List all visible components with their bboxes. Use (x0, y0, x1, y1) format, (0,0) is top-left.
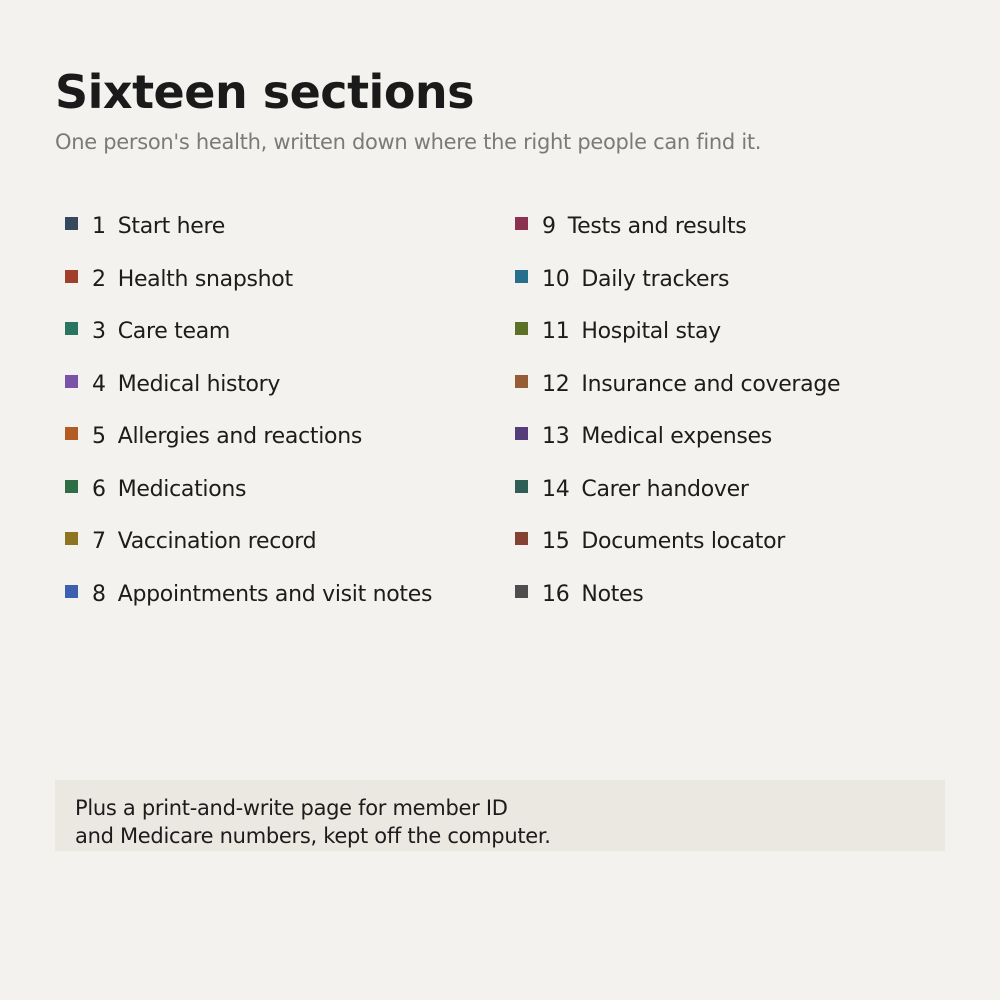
section-item (515, 365, 840, 418)
footer-note-line-2: and Medicare numbers, kept off the computer. (75, 824, 551, 848)
section-label: Start here (117, 214, 226, 239)
section-item (515, 522, 840, 575)
section-label: Medications (117, 476, 247, 502)
footer-note-line-1: Plus a print-and-write page for member ID (75, 796, 508, 820)
section-color-swatch (515, 427, 528, 440)
section-label: Carer handover (581, 476, 749, 502)
section-label: Allergies and reactions (117, 424, 362, 449)
footer-note (75, 794, 551, 850)
section-color-swatch (515, 585, 528, 598)
section-item (65, 417, 432, 470)
section-label: Insurance and coverage (581, 371, 841, 397)
section-color-swatch (515, 532, 528, 545)
section-number: 2 (92, 266, 106, 292)
section-number: 10 (542, 266, 570, 292)
section-color-swatch (515, 375, 528, 388)
page-title: Sixteen sections (55, 65, 475, 119)
section-number: 7 (92, 529, 106, 554)
section-number: 6 (92, 476, 106, 502)
section-label: Appointments and visit notes (117, 581, 433, 607)
section-number: 3 (92, 319, 106, 344)
section-label: Medical expenses (581, 424, 772, 449)
section-number: 5 (92, 424, 106, 449)
footer-note-box (55, 780, 945, 851)
section-item (515, 260, 840, 313)
section-label: Daily trackers (581, 266, 730, 292)
section-list-left (65, 207, 432, 627)
section-label: Care team (117, 319, 231, 344)
section-color-swatch (65, 427, 78, 440)
section-label: Hospital stay (581, 319, 721, 344)
section-color-swatch (515, 217, 528, 230)
section-item (515, 207, 840, 260)
section-number: 9 (542, 214, 556, 239)
section-color-swatch (65, 532, 78, 545)
section-item (515, 470, 840, 523)
section-color-swatch (65, 217, 78, 230)
section-item (515, 417, 840, 470)
section-item (515, 312, 840, 365)
section-color-swatch (515, 322, 528, 335)
section-label: Vaccination record (117, 529, 317, 554)
section-number: 1 (92, 214, 106, 239)
section-item (65, 312, 432, 365)
section-number: 13 (542, 424, 570, 449)
section-item (65, 260, 432, 313)
section-number: 16 (542, 581, 570, 607)
section-number: 4 (92, 371, 106, 397)
section-color-swatch (65, 480, 78, 493)
section-item (515, 575, 840, 628)
section-list-right (515, 207, 840, 627)
section-color-swatch (65, 375, 78, 388)
section-number: 11 (542, 319, 570, 344)
section-number: 14 (542, 476, 570, 502)
section-label: Documents locator (581, 529, 786, 554)
section-number: 8 (92, 581, 106, 607)
section-item (65, 575, 432, 628)
section-item (65, 470, 432, 523)
section-label: Notes (581, 581, 644, 607)
section-label: Medical history (117, 371, 281, 397)
section-color-swatch (515, 480, 528, 493)
section-number: 15 (542, 529, 570, 554)
section-number: 12 (542, 371, 570, 397)
section-item (65, 522, 432, 575)
section-color-swatch (65, 322, 78, 335)
section-label: Health snapshot (117, 266, 293, 292)
section-color-swatch (65, 585, 78, 598)
page-subtitle: One person's health, written down where the right people can find it. (55, 130, 762, 154)
section-label: Tests and results (567, 214, 747, 239)
section-color-swatch (515, 270, 528, 283)
section-color-swatch (65, 270, 78, 283)
section-item (65, 207, 432, 260)
section-item (65, 365, 432, 418)
